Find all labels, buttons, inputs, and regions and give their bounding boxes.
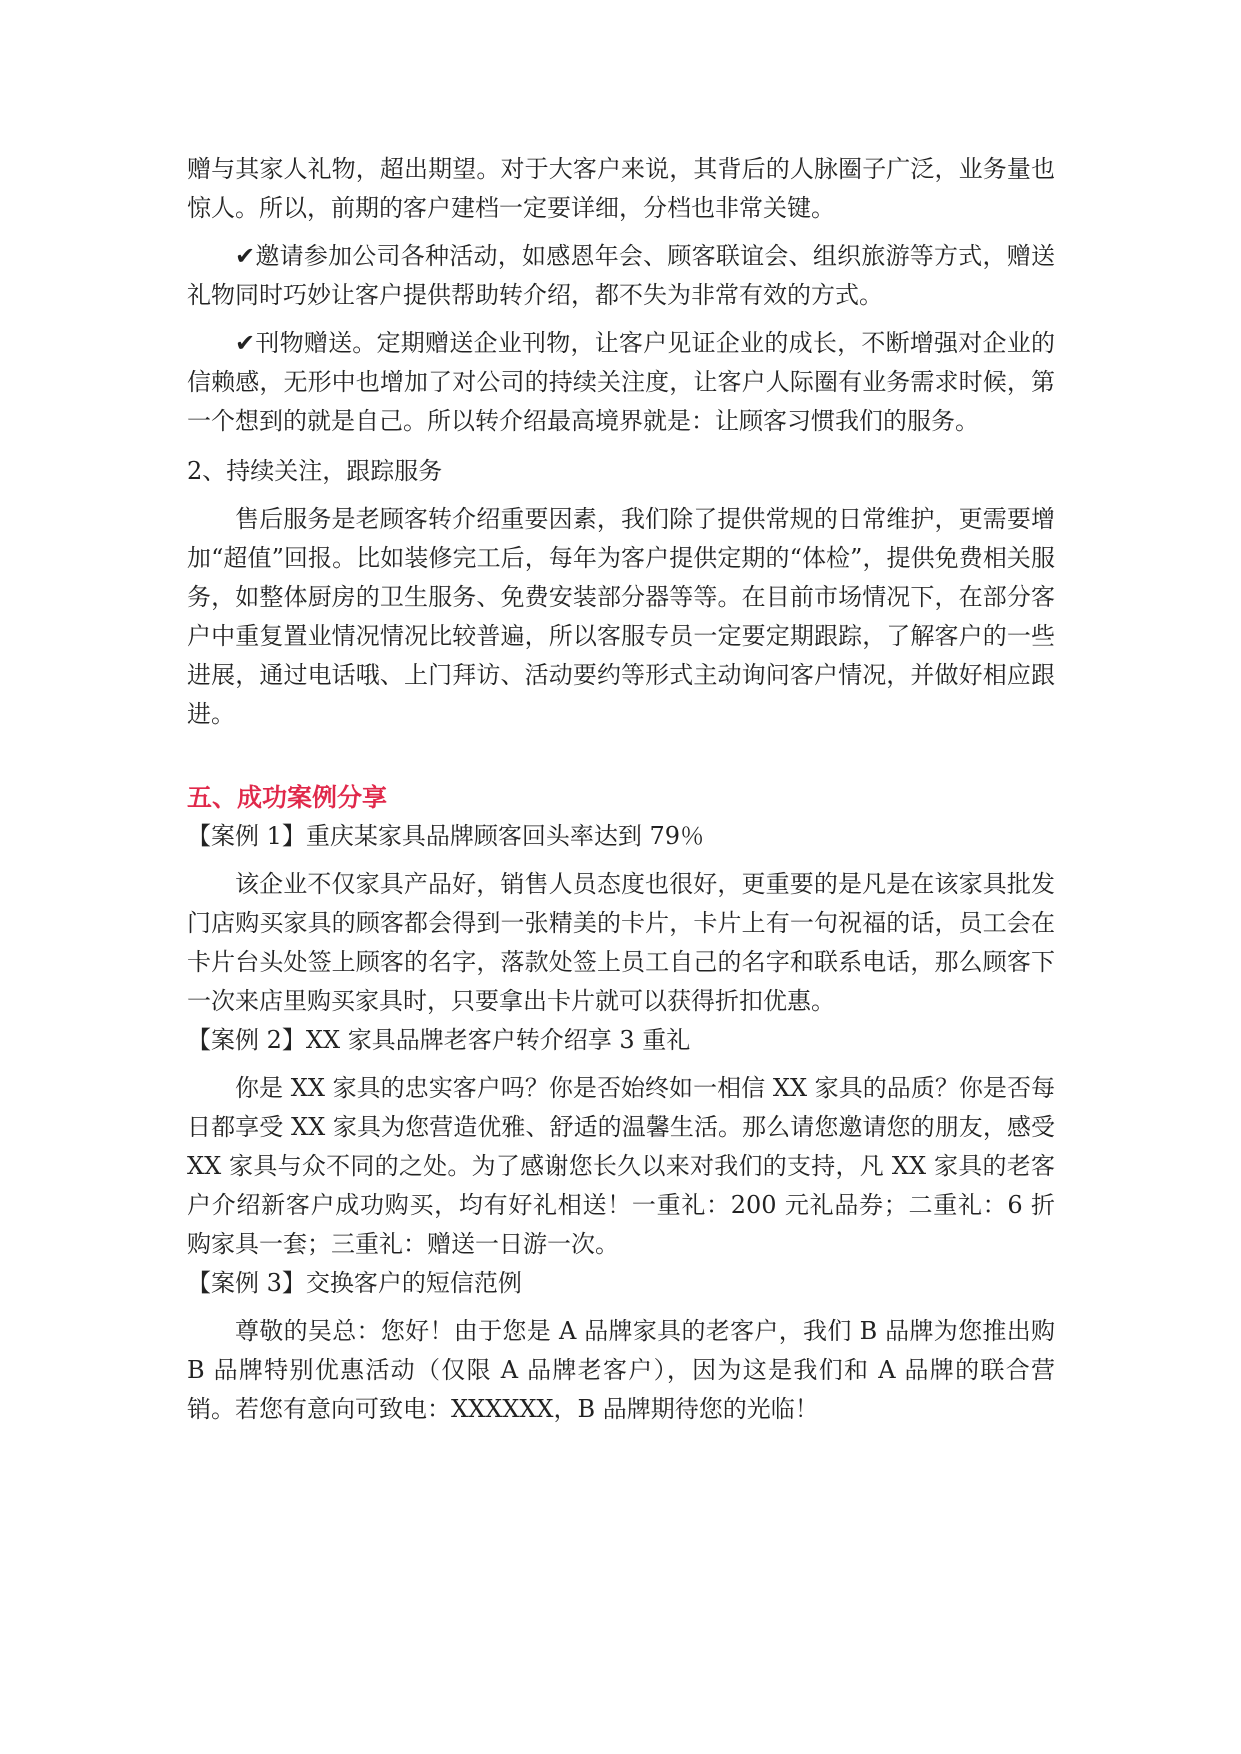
case-1-body: 该企业不仅家具产品好，销售人员态度也很好，更重要的是凡是在该家具批发门店购买家具的顾客都会得到一张精美的卡片，卡片上有一句祝福的话，员工会在卡片台头处签上顾客的名字，落款处签上员工自己的名字和联系电话，那么顾客下一次来店里购买家具时，只要拿出卡片就可以获得折扣优惠。: [187, 870, 1055, 1015]
checkmark-icon: ✔: [235, 329, 256, 357]
paragraph-invite-events: [187, 237, 1055, 315]
section-title-success-cases: 五、成功案例分享: [187, 783, 388, 812]
case-3-title: 【案例 3】交换客户的短信范例: [187, 1269, 522, 1297]
case-2-body: 你是 XX 家具的忠实客户吗？你是否始终如一相信 XX 家具的品质？你是否每日都享受 XX 家具为您营造优雅、舒适的温馨生活。那么请您邀请您的朋友，感受 XX 家具与众不同的之处。为了感谢您长久以来对我们的支持，凡 XX 家具的老客户介绍新客户成功购买，均有好礼相送！一重礼：200 元礼品券；二重礼：6 折购家具一套；三重礼：赠送一日游一次。: [187, 1074, 1055, 1258]
paragraph-publication-gift-text: 刊物赠送。定期赠送企业刊物，让客户见证企业的成长，不断增强对企业的信赖感，无形中也增加了对公司的持续关注度，让客户人际圈有业务需求时候，第一个想到的就是自己。所以转介绍最高境界就是：让顾客习惯我们的服务。: [187, 329, 1055, 435]
case-3-body: 尊敬的吴总：您好！由于您是 A 品牌家具的老客户，我们 B 品牌为您推出购 B 品牌特别优惠活动（仅限 A 品牌老客户），因为这是我们和 A 品牌的联合营销。若您有意向可致电：XXXXXX，B 品牌期待您的光临！: [187, 1317, 1055, 1423]
document-page: [187, 150, 1055, 1429]
paragraph-invite-events-text: 邀请参加公司各种活动，如感恩年会、顾客联谊会、组织旅游等方式，赠送礼物同时巧妙让客户提供帮助转介绍，都不失为非常有效的方式。: [187, 242, 1055, 309]
subheading-continuous-follow-up: 2、持续关注，跟踪服务: [187, 457, 443, 485]
paragraph-after-sales: 售后服务是老顾客转介绍重要因素，我们除了提供常规的日常维护，更需要增加“超值”回报。比如装修完工后，每年为客户提供定期的“体检”，提供免费相关服务，如整体厨房的卫生服务、免费安装部分器等等。在目前市场情况下，在部分客户中重复置业情况情况比较普遍，所以客服专员一定要定期跟踪，了解客户的一些进展，通过电话哦、上门拜访、活动要约等形式主动询问客户情况，并做好相应跟进。: [187, 505, 1055, 728]
case-1-title: 【案例 1】重庆某家具品牌顾客回头率达到 79％: [187, 822, 705, 850]
paragraph-gift-family: 赠与其家人礼物，超出期望。对于大客户来说，其背后的人脉圈子广泛，业务量也惊人。所以，前期的客户建档一定要详细，分档也非常关键。: [187, 155, 1055, 222]
paragraph-publication-gift: [187, 324, 1055, 441]
case-2-title: 【案例 2】XX 家具品牌老客户转介绍享 3 重礼: [187, 1026, 691, 1054]
checkmark-icon: ✔: [235, 242, 256, 270]
